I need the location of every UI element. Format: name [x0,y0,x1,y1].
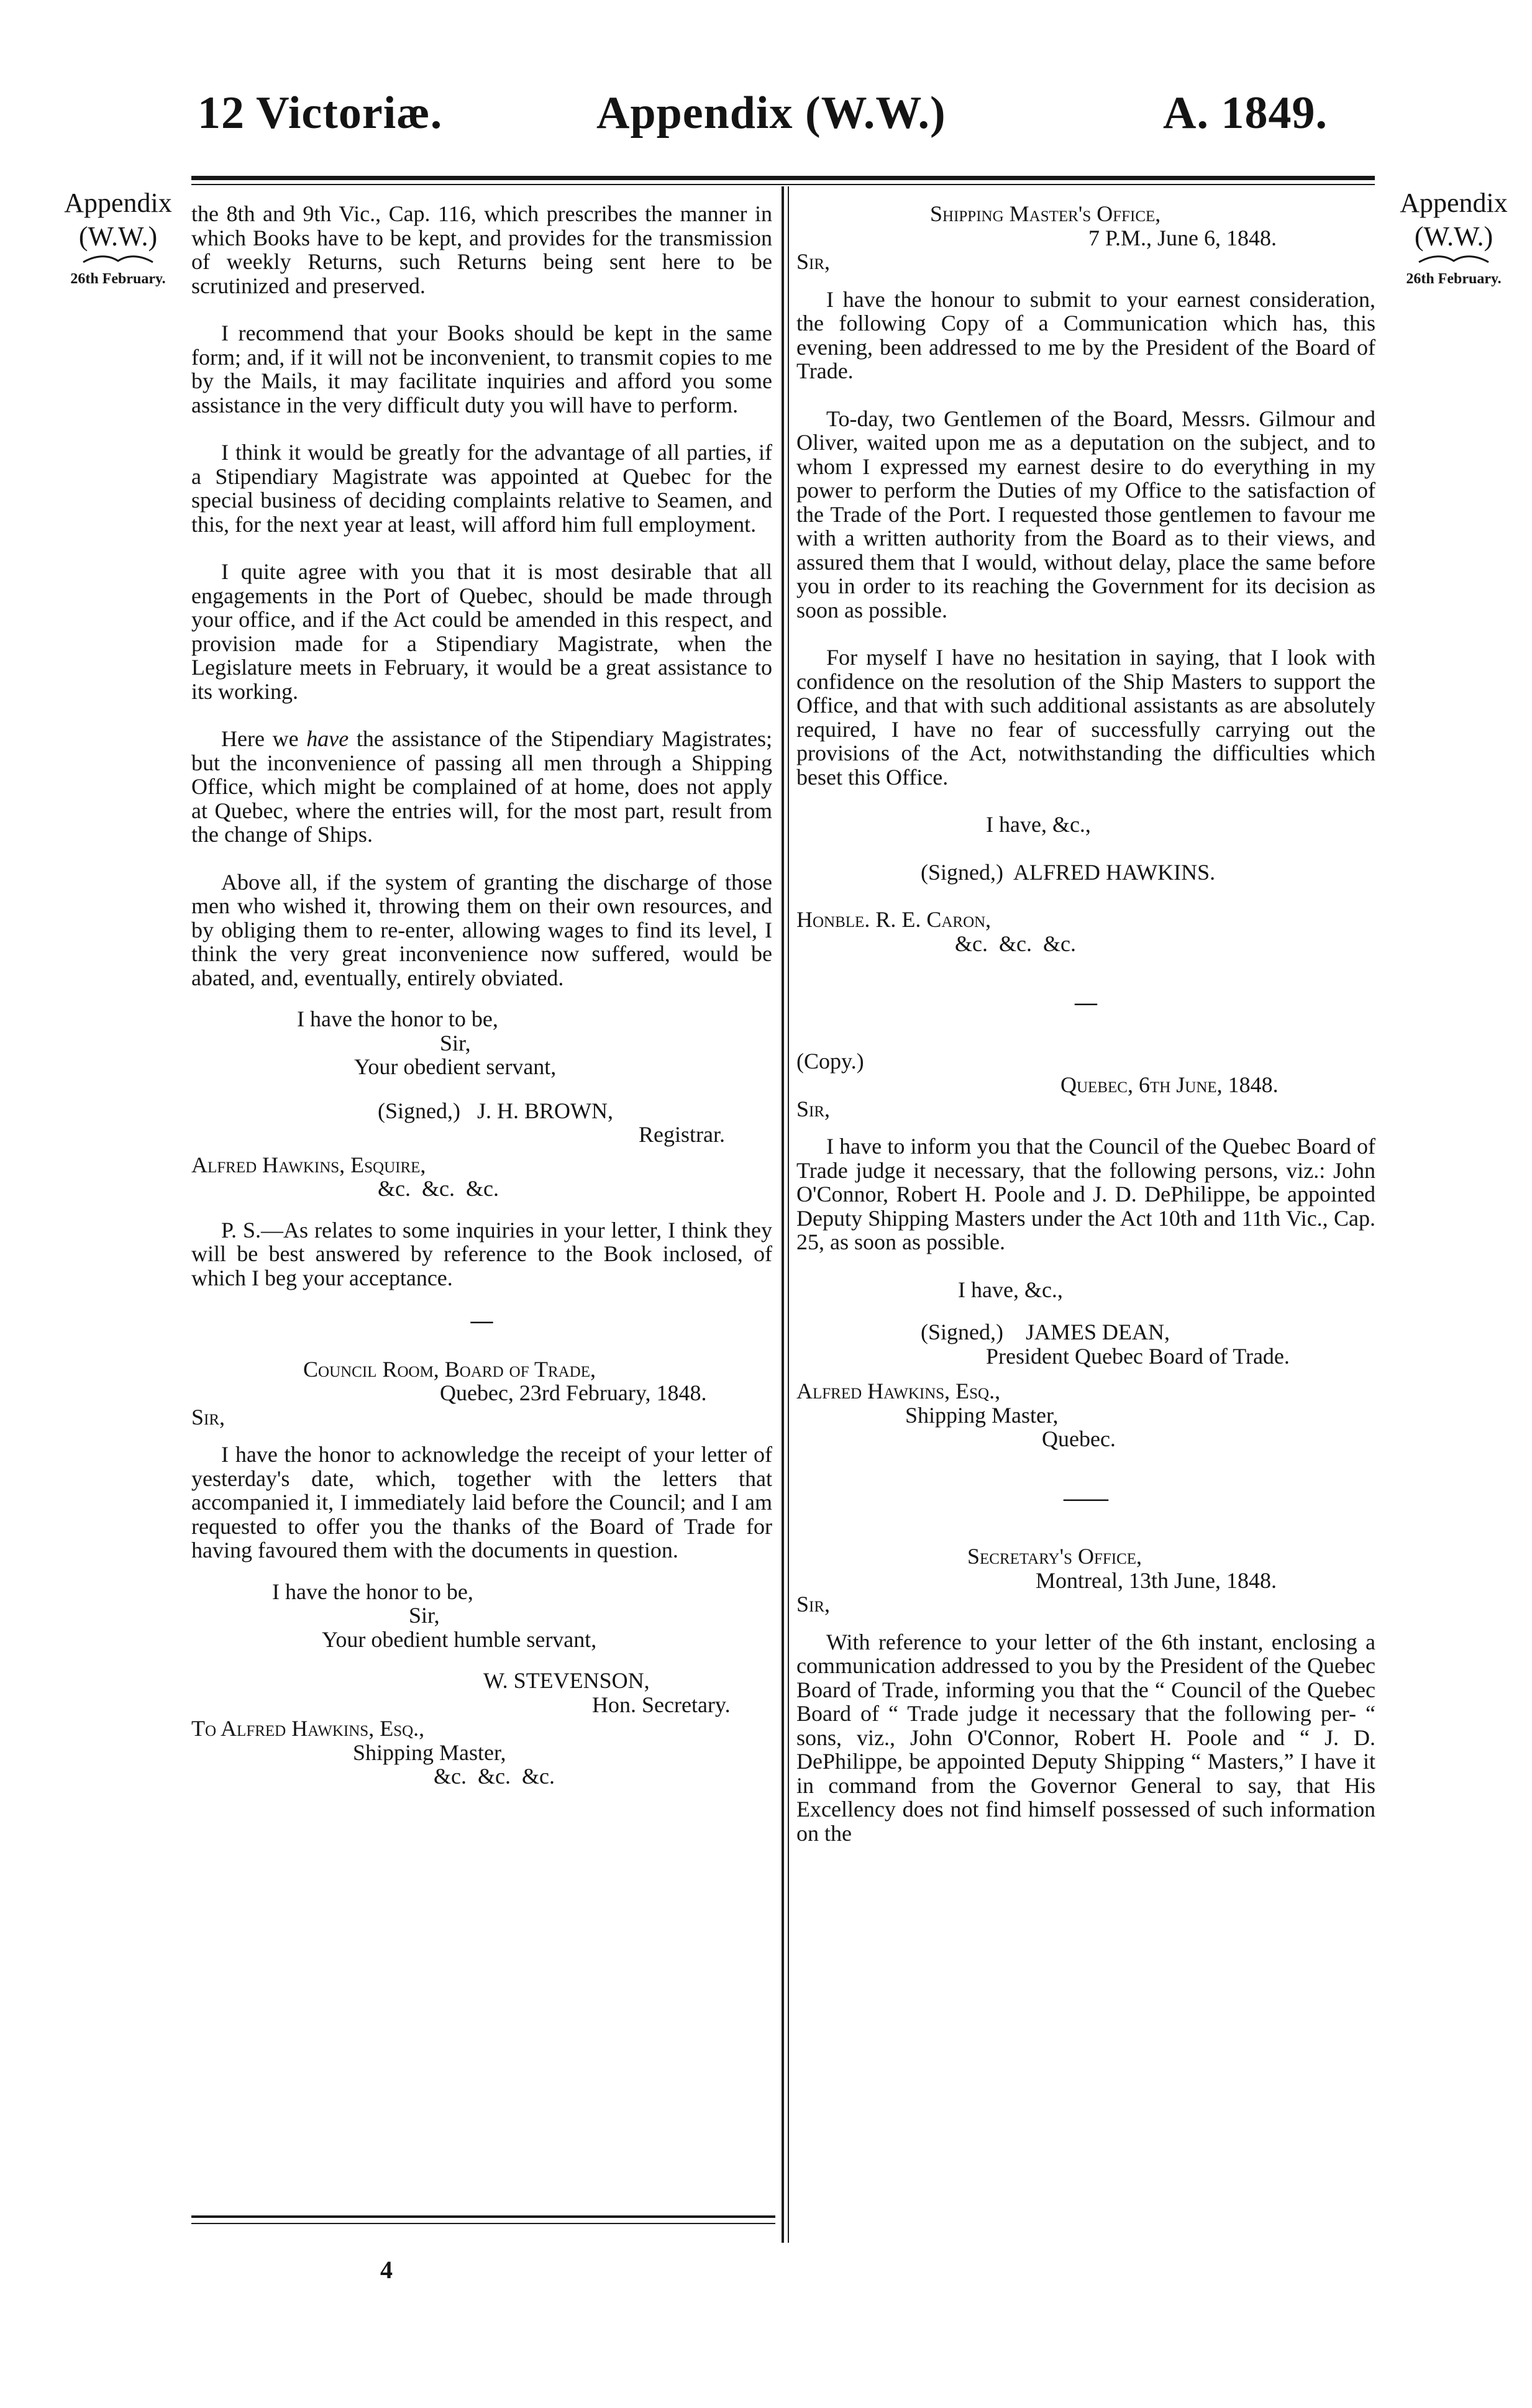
header-rule-thin [191,184,1375,185]
postscript: P. S.—As relates to some inquiries in your letter, I think they will be best answered by reference to the Book inclosed, of which I beg your acceptance. [191,1217,772,1290]
section-dash-2: —— [1064,1485,1108,1510]
letter5-salutation: Sir, [796,1592,831,1617]
column-divider [782,186,784,2243]
flourish-icon [1416,253,1491,267]
signature-title-president: President Quebec Board of Trade. [986,1343,1290,1369]
signature-stevenson: W. STEVENSON, [483,1668,650,1693]
header-appendix: Appendix (W.W.) [596,88,946,139]
header-session: 12 Victoriæ. [198,88,443,139]
left-paragraph-5 [191,727,772,847]
left-column [191,202,772,1789]
letter2-place: Council Room, Board of Trade, [303,1356,596,1382]
letter3-paragraph-1: I have the honour to submit to your earnest consideration, the following Copy of a Communication which has, this evening, been addressed to me by the President of the Board of Trade. [796,286,1375,383]
section-dash-1: — [1075,990,1097,1015]
margin-left-ww: (W.W.) [78,221,158,252]
margin-note-left [43,186,193,288]
letter3-closing: I have, &c., [986,812,1091,837]
letter4-paragraph: I have to inform you that the Council of the Quebec Board of Trade judge it necessary, that the following persons, viz.: John O'Connor, Robert H. Poole and J. D. DePhilippe, be appointed Deputy Shipping Masters under the Act 10th and 11th Vic., Cap. 25, as soon as possible. [796,1134,1375,1254]
letter4-closing: I have, &c., [958,1277,1063,1302]
addressee-line-1: Alfred Hawkins, Esquire, [191,1152,426,1177]
section-dash: — [470,1308,493,1333]
letter2-paragraph: I have the honor to acknowledge the receipt of your letter of yesterday's date, which, together with the letters that accompanied it, I immediately laid before the Council; and I am requested to offer you the thanks of the Board of Trade for having favoured them with the documents in question. [191,1442,772,1562]
left-paragraph-4: I quite agree with you that it is most desirable that all engagements in the Port of Quebec, should be made through your office, and if the Act could be amended in this respect, and provision made for a Stipendiary Magistrate, when the Legislature meets in February, it would be a great assistance to its working. [191,559,772,704]
margin-right-date: 26th February. [1406,271,1502,287]
left-paragraph-6: Above all, if the system of granting the discharge of those men who wished it, throwing them on their own resources, and by obliging them to re-enter, allowing wages to find its level, I think the very great inconvenience now suffered, would be abated, and, eventually, entirely obviated. [191,869,772,990]
letter2-date: Quebec, 23rd February, 1848. [440,1380,707,1405]
letter3-place: Shipping Master's Office, [930,201,1161,226]
letter3-paragraph-3: For myself I have no hesitation in saying, that I look with confidence on the resolution of the Ship Masters to support the Office, and that with such additional assistants as are absolutely required, I have no fear of successfully carrying out the provisions of the Act, notwithstanding the difficulties which beset this Office. [796,645,1375,790]
letter4-salutation: Sir, [796,1096,831,1121]
left-paragraph-2: I recommend that your Books should be kept in the same form; and, if it will not be inconvenient, to transmit copies to me by the Mails, it may facilitate inquiries and afford you some assistance in the very difficult duty you will have to perform. [191,321,772,417]
letter2-to-1: To Alfred Hawkins, Esq., [191,1716,425,1741]
letter2-closing-1: I have the honor to be, [272,1579,473,1604]
letter4-to-1: Alfred Hawkins, Esq., [796,1379,1001,1403]
letter5-place: Secretary's Office, [967,1544,1142,1569]
signature-dean: (Signed,) JAMES DEAN, [921,1320,1170,1344]
p5-start: Here we [221,726,307,751]
margin-left-date: 26th February. [70,271,166,287]
p5-emphasis: have [306,726,349,751]
letter5-paragraph: With reference to your letter of the 6th instant, enclosing a communication addressed to you by the President of the Quebec Board of Trade, informing you that the “ Council of the Quebec Board of “ Trade judge it necessary that the following per- “ sons, viz., John O'Connor, Robert H. Poole and “ J. D. DePhilippe, be appointed Deputy Shipping “ Masters,” I have it in command from the Governor General to say, that His Excellency does not find himself possessed of such information on the [796,1629,1375,1846]
letter4-to-3: Quebec. [1042,1426,1116,1451]
signature-title-registrar: Registrar. [639,1122,725,1147]
p5-end: the assistance of the Stipendiary Magistrates; but the inconvenience of passing all men through a Shipping Office, which might be complained of at home, does not apply at Quebec, where the entries will, for the most part, result from the change of Ships. [191,726,772,847]
letter2-to-2: Shipping Master, [353,1740,506,1765]
right-column [796,202,1375,1845]
header-year: A. 1849. [1163,88,1328,139]
letter4-date: Quebec, 6th June, 1848. [1060,1072,1279,1097]
left-paragraph-3: I think it would be greatly for the advantage of all parties, if a Stipendiary Magistrate was appointed at Quebec for the special business of deciding complaints relative to Seamen, and this, for the next year at least, will afford him full employment. [191,440,772,537]
letter2-closing-2: Sir, [409,1603,440,1628]
margin-note-right [1379,186,1528,288]
left-bottom-rule [191,2215,775,2218]
column-divider-thin [788,186,789,2243]
letter3-paragraph-2: To-day, two Gentlemen of the Board, Messrs. Gilmour and Oliver, waited upon me as a deputation on the subject, and to whom I expressed my earnest desire to do everything in my power to perform the Duties of my Office to the satisfaction of the Trade of the Port. I requested those gentlemen to favour me with a written authority from the Board as to their views, and assured them that I would, without delay, place the same before you in order to its reaching the Government for its decision as soon as possible. [796,406,1375,623]
signature-title-secretary: Hon. Secretary. [592,1692,731,1717]
addressee-line-2: &c. &c. &c. [378,1176,499,1201]
letter3-salutation: Sir, [796,249,831,274]
page-number: 4 [380,2256,393,2284]
letter4-copy-label: (Copy.) [796,1048,864,1074]
left-bottom-rule-thin [191,2223,775,2224]
letter3-to-2: &c. &c. &c. [955,931,1076,956]
signature-brown: (Signed,) J. H. BROWN, [378,1098,613,1123]
letter2-to-3: &c. &c. &c. [434,1764,555,1789]
header-rule-thick [191,176,1375,180]
letter4-to-2: Shipping Master, [905,1402,1059,1428]
flourish-icon [81,253,155,267]
margin-left-appendix: Appendix [64,188,172,218]
letter3-to-1: Honble. R. E. Caron, [796,907,992,932]
signature-hawkins: (Signed,) ALFRED HAWKINS. [921,859,1216,885]
left-paragraph-1: the 8th and 9th Vic., Cap. 116, which prescribes the manner in which Books have to be kept, and provides for the transmission of weekly Returns, such Returns being sent here to be scrutinized and preserved. [191,201,772,298]
margin-right-ww: (W.W.) [1414,221,1493,252]
closing-line-3: Your obedient servant, [354,1054,557,1079]
letter5-date: Montreal, 13th June, 1848. [1036,1567,1277,1593]
letter2-salutation: Sir, [191,1404,226,1430]
closing-line-1: I have the honor to be, [297,1006,498,1031]
page-header [0,87,1532,162]
closing-line-2: Sir, [440,1030,471,1056]
margin-right-appendix: Appendix [1400,188,1508,218]
letter3-date: 7 P.M., June 6, 1848. [1088,225,1277,250]
letter2-closing-3: Your obedient humble servant, [322,1626,597,1652]
